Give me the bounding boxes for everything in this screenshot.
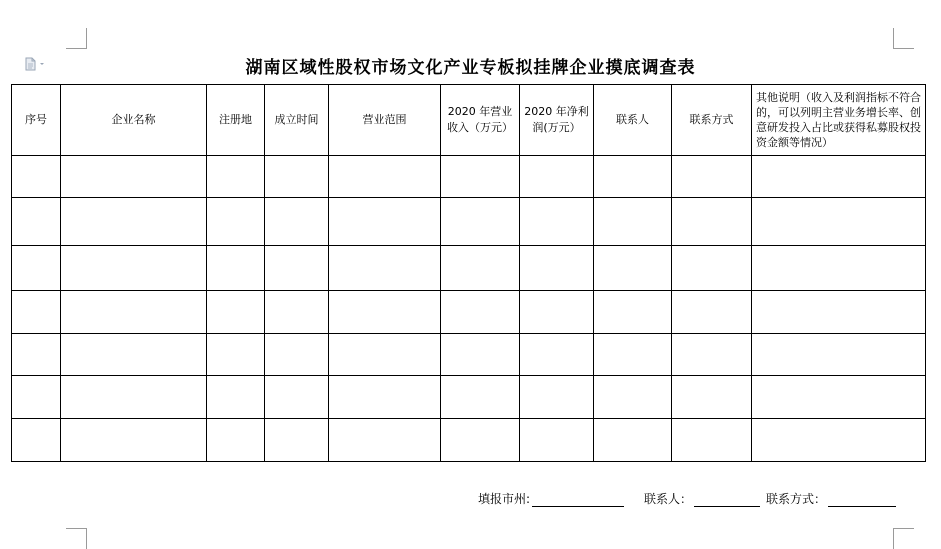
- cell-registered-place[interactable]: [207, 376, 265, 419]
- cell-company-name[interactable]: [61, 376, 207, 419]
- cell-revenue-2020[interactable]: [441, 198, 520, 246]
- cell-established-date[interactable]: [265, 156, 329, 198]
- cell-other-notes[interactable]: [752, 376, 926, 419]
- cell-contact-info[interactable]: [672, 156, 752, 198]
- cell-established-date[interactable]: [265, 246, 329, 291]
- cell-contact-info[interactable]: [672, 334, 752, 376]
- cell-revenue-2020[interactable]: [441, 246, 520, 291]
- cell-other-notes[interactable]: [752, 291, 926, 334]
- city-fill-line[interactable]: [532, 492, 624, 507]
- cell-serial[interactable]: [12, 198, 61, 246]
- cell-business-scope[interactable]: [329, 246, 441, 291]
- cell-company-name[interactable]: [61, 334, 207, 376]
- cell-other-notes[interactable]: [752, 246, 926, 291]
- cell-established-date[interactable]: [265, 376, 329, 419]
- footer-phone-field: [766, 490, 896, 507]
- cell-revenue-2020[interactable]: [441, 334, 520, 376]
- cell-serial[interactable]: [12, 246, 61, 291]
- cell-contact-person[interactable]: [594, 419, 672, 462]
- contact-fill-line[interactable]: [694, 492, 760, 507]
- cell-established-date[interactable]: [265, 419, 329, 462]
- cell-serial[interactable]: [12, 334, 61, 376]
- cell-other-notes[interactable]: [752, 419, 926, 462]
- table-row: [12, 291, 926, 334]
- table-row: [12, 246, 926, 291]
- cell-contact-info[interactable]: [672, 246, 752, 291]
- cell-other-notes[interactable]: [752, 156, 926, 198]
- footer-contact-field: [644, 490, 760, 507]
- phone-fill-line[interactable]: [828, 492, 896, 507]
- header-net-profit-2020: 2020 年净利润(万元）: [520, 85, 594, 156]
- cell-net-profit-2020[interactable]: [520, 291, 594, 334]
- crop-mark-bottom-left: [66, 528, 87, 549]
- cell-registered-place[interactable]: [207, 246, 265, 291]
- cell-serial[interactable]: [12, 376, 61, 419]
- cell-contact-info[interactable]: [672, 198, 752, 246]
- table-header-row: [12, 85, 926, 156]
- cell-company-name[interactable]: [61, 419, 207, 462]
- header-serial: 序号: [12, 85, 61, 156]
- cell-business-scope[interactable]: [329, 334, 441, 376]
- cell-contact-info[interactable]: [672, 376, 752, 419]
- crop-mark-top-right: [893, 28, 914, 49]
- table-row: [12, 156, 926, 198]
- table-row: [12, 419, 926, 462]
- header-contact-person: 联系人: [594, 85, 672, 156]
- cell-net-profit-2020[interactable]: [520, 246, 594, 291]
- cell-other-notes[interactable]: [752, 198, 926, 246]
- cell-company-name[interactable]: [61, 291, 207, 334]
- cell-contact-person[interactable]: [594, 376, 672, 419]
- cell-serial[interactable]: [12, 419, 61, 462]
- cell-established-date[interactable]: [265, 291, 329, 334]
- header-company-name: 企业名称: [61, 85, 207, 156]
- cell-established-date[interactable]: [265, 198, 329, 246]
- footer-phone-label: 联系方式：: [766, 492, 827, 506]
- cell-registered-place[interactable]: [207, 156, 265, 198]
- cell-business-scope[interactable]: [329, 156, 441, 198]
- cell-registered-place[interactable]: [207, 198, 265, 246]
- cell-net-profit-2020[interactable]: [520, 198, 594, 246]
- cell-business-scope[interactable]: [329, 419, 441, 462]
- cell-company-name[interactable]: [61, 198, 207, 246]
- cell-net-profit-2020[interactable]: [520, 156, 594, 198]
- header-business-scope: 营业范围: [329, 85, 441, 156]
- cell-revenue-2020[interactable]: [441, 291, 520, 334]
- cell-revenue-2020[interactable]: [441, 156, 520, 198]
- header-other-notes: 其他说明（收入及利润指标不符合的，可以列明主营业务增长率、创意研发投入占比或获得私募股权投资金额等情况）: [752, 85, 926, 156]
- cell-registered-place[interactable]: [207, 419, 265, 462]
- footer-city-label: 填报市州:: [478, 492, 531, 506]
- survey-table: [11, 84, 926, 462]
- cell-company-name[interactable]: [61, 156, 207, 198]
- cell-contact-person[interactable]: [594, 246, 672, 291]
- footer-city-field: [478, 490, 624, 507]
- cell-revenue-2020[interactable]: [441, 376, 520, 419]
- cell-net-profit-2020[interactable]: [520, 334, 594, 376]
- cell-registered-place[interactable]: [207, 334, 265, 376]
- header-revenue-2020: 2020 年营业收入（万元）: [441, 85, 520, 156]
- cell-other-notes[interactable]: [752, 334, 926, 376]
- cell-business-scope[interactable]: [329, 198, 441, 246]
- table-row: [12, 334, 926, 376]
- cell-established-date[interactable]: [265, 334, 329, 376]
- footer-contact-label: 联系人：: [644, 492, 693, 506]
- cell-business-scope[interactable]: [329, 291, 441, 334]
- cell-revenue-2020[interactable]: [441, 419, 520, 462]
- cell-net-profit-2020[interactable]: [520, 376, 594, 419]
- cell-contact-person[interactable]: [594, 291, 672, 334]
- cell-contact-person[interactable]: [594, 198, 672, 246]
- page-title: 湖南区域性股权市场文化产业专板拟挂牌企业摸底调查表: [245, 58, 696, 78]
- cell-contact-info[interactable]: [672, 419, 752, 462]
- cell-contact-person[interactable]: [594, 334, 672, 376]
- crop-mark-bottom-right: [893, 528, 914, 549]
- cell-company-name[interactable]: [61, 246, 207, 291]
- cell-net-profit-2020[interactable]: [520, 419, 594, 462]
- cell-serial[interactable]: [12, 291, 61, 334]
- crop-mark-top-left: [66, 28, 87, 49]
- header-registered-place: 注册地: [207, 85, 265, 156]
- cell-business-scope[interactable]: [329, 376, 441, 419]
- header-contact-info: 联系方式: [672, 85, 752, 156]
- cell-contact-person[interactable]: [594, 156, 672, 198]
- cell-registered-place[interactable]: [207, 291, 265, 334]
- header-established-date: 成立时间: [265, 85, 329, 156]
- table-row: [12, 198, 926, 246]
- cell-contact-info[interactable]: [672, 291, 752, 334]
- table-row: [12, 376, 926, 419]
- cell-serial[interactable]: [12, 156, 61, 198]
